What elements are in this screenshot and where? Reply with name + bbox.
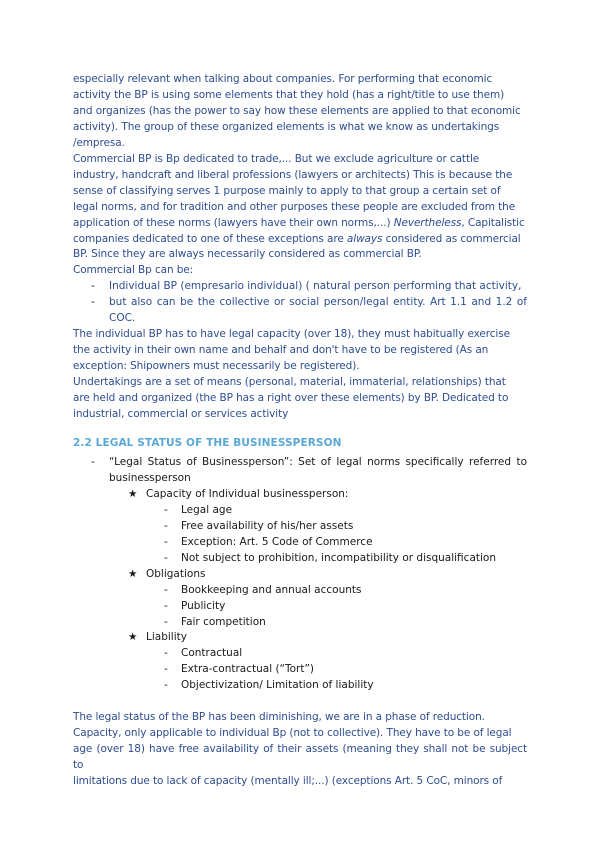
list-item: Contractual: [181, 647, 243, 659]
legal-status-definition: businessperson: [109, 472, 191, 484]
dash-bullet: -: [91, 280, 95, 292]
list-item: Not subject to prohibition, incompatibility or disqualification: [181, 552, 496, 564]
dash-bullet: -: [164, 679, 168, 691]
dash-bullet: -: [164, 504, 168, 516]
dash-bullet: -: [164, 520, 168, 532]
text-line: The individual BP has to have legal capacity (over 18), they must habitually exercise: [73, 328, 510, 340]
text-line: legal norms, and for tradition and other purposes these people are excluded from the: [73, 200, 516, 213]
text-line: are held and organized (the BP has a right over these elements) by BP. Dedicated to: [73, 391, 509, 404]
star-icon: ★: [128, 631, 138, 643]
text-line: [73, 216, 527, 232]
star-icon: ★: [128, 488, 138, 500]
text-line: Capacity, only applicable to individual Bp (not to collective). They have to be of legal: [73, 726, 512, 739]
list-item: Bookkeeping and annual accounts: [181, 584, 362, 596]
text-line: industrial, commercial or services activity: [73, 407, 289, 420]
text-line: age (over 18) have free availability of their assets (meaning they shall not be subject to: [73, 742, 527, 771]
text-line: exception: Shipowners must necessarily be registered).: [73, 359, 360, 372]
dash-bullet: -: [164, 663, 168, 675]
legal-status-definition: “Legal Status of Businessperson”: Set of legal norms specifically referred to: [109, 456, 527, 468]
text-line: the activity in their own name and behalf and don't have to be registered (As an: [73, 343, 489, 356]
list-item: Free availability of his/her assets: [181, 520, 354, 532]
commercial-bp-paragraph: [73, 152, 527, 279]
star-icon: ★: [128, 568, 138, 580]
list-item: Legal age: [181, 504, 233, 516]
text-line: BP. Since they are always necessarily considered as commercial BP.: [73, 248, 422, 261]
text-line: activity the BP is using some elements that they hold (has a right/title to use them): [73, 88, 505, 101]
list-item: Objectivization/ Limitation of liability: [181, 679, 374, 691]
dash-bullet: -: [164, 584, 168, 596]
dash-bullet: -: [91, 296, 95, 308]
text-line: especially relevant when talking about companies. For performing that economic: [73, 73, 493, 85]
section-title: 2.2 LEGAL STATUS OF THE BUSINESSPERSON: [73, 437, 342, 449]
text-segment: companies dedicated to one of these exceptions are: [73, 232, 347, 245]
text-line: /empresa.: [73, 136, 125, 149]
list-item: Extra-contractual (“Tort”): [181, 663, 315, 675]
list-item: but also can be the collective or social person/legal entity. Art 1.1 and 1.2 of: [109, 296, 527, 308]
dash-bullet: -: [164, 552, 168, 564]
text-line: and organizes (has the power to say how these elements are applied to that economic: [73, 104, 521, 117]
text-line: [73, 232, 527, 248]
text-line: activity). The group of these organized elements is what we know as undertakings: [73, 120, 500, 133]
individual-bp-paragraph: [73, 327, 527, 375]
intro-paragraph: [73, 72, 527, 152]
dash-bullet: -: [164, 536, 168, 548]
italic-word: always: [346, 232, 383, 245]
list-item: Fair competition: [181, 616, 266, 628]
undertakings-paragraph: [73, 375, 527, 423]
closing-paragraph: [73, 710, 527, 790]
italic-word: Nevertheless: [393, 216, 462, 229]
text-line: limitations due to lack of capacity (mentally ill;...) (exceptions Art. 5 CoC, minors of: [73, 774, 503, 787]
list-item: Individual BP (empresario individual) ( natural person performing that activity,: [109, 280, 522, 292]
group-label: Obligations: [146, 568, 206, 580]
text-line: industry, handcraft and liberal professions (lawyers or architects) This is because the: [73, 168, 513, 181]
text-segment: considered as commercial: [382, 232, 521, 245]
text-segment: , Capitalistic: [461, 216, 525, 229]
dash-bullet: -: [164, 647, 168, 659]
text-line: Commercial Bp can be:: [73, 264, 194, 277]
list-item: Publicity: [181, 600, 226, 612]
dash-bullet: -: [164, 616, 168, 628]
list-item: Exception: Art. 5 Code of Commerce: [181, 536, 373, 548]
text-segment: application of these norms (lawyers have their own norms,...): [73, 216, 391, 229]
text-line: sense of classifying serves 1 purpose mainly to apply to that group a certain set of: [73, 184, 501, 197]
text-line: The legal status of the BP has been diminishing, we are in a phase of reduction.: [73, 711, 485, 723]
group-label: Liability: [146, 631, 187, 643]
group-label: Capacity of Individual businessperson:: [146, 488, 349, 500]
text-line: Undertakings are a set of means (personal, material, immaterial, relationships) that: [73, 376, 506, 388]
dash-bullet: -: [164, 600, 168, 612]
dash-bullet: -: [91, 456, 95, 468]
text-line: Commercial BP is Bp dedicated to trade,... But we exclude agriculture or cattle: [73, 153, 480, 165]
list-item: COC.: [109, 312, 136, 324]
